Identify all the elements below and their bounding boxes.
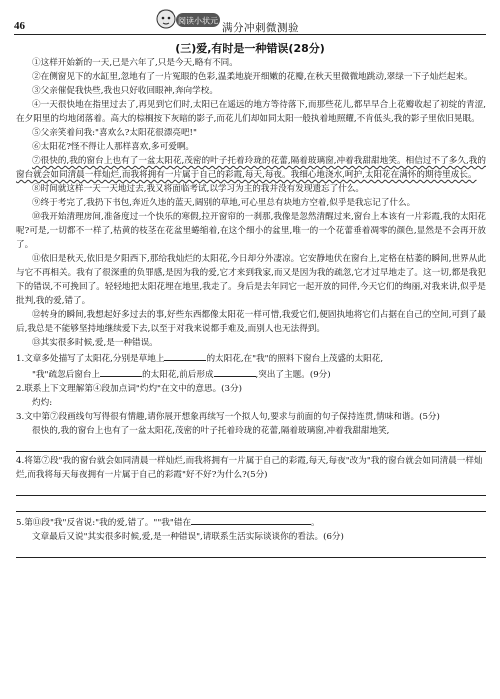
paragraph-7: ⑦很快的,我的窗台上也有了一盆太阳花,茂密的叶子托着玲珑的花蕾,隔着玻璃窗,冲着我甜甜地笑。相信过不了多久,我的窗台就会如同清晨一样灿烂,而我将拥有一片属于自己的彩霞,每天,每夜。我细心地浇水,呵护,太阳花在满怀的期待里成长。 bbox=[16, 156, 486, 180]
q1-blank-1[interactable] bbox=[164, 350, 206, 361]
q5-blank-1[interactable] bbox=[191, 514, 311, 525]
q5-answer-line-1[interactable] bbox=[16, 544, 486, 558]
mascot-logo-icon bbox=[152, 4, 222, 32]
q1-blank-3[interactable] bbox=[214, 366, 256, 377]
passage-body bbox=[16, 56, 486, 560]
q5-text-c: 文章最后又说"其实很多时候,爱,是一种错误",请联系生活实际谈谈你的看法。(6分) bbox=[32, 532, 344, 542]
logo-text: 阅读小状元 bbox=[178, 16, 218, 26]
q5-text-a: 5.第⑪段"我"反省说:"我的爱,错了。""我"错在 bbox=[16, 518, 192, 528]
q1-blank-2[interactable] bbox=[100, 366, 142, 377]
question-1-cont bbox=[16, 366, 486, 382]
paragraph-4: ④一天很快地在指里过去了,再见到它们时,太阳已在遥远的地方等待落下,而那些花儿,都早早合上花瓣收起了初绽的青涩,在夕阳里的均地闭落着。高大的棕榈按下灰暗的影子,而花儿们却如同太阳一般执着地照耀,不肯低头,我的影子里依旧晃眼。 bbox=[16, 100, 486, 124]
q3-quote: 很快的,我的窗台上也有了一盆太阳花,茂密的叶子托着玲珑的花蕾,隔着玻璃窗,冲着我甜甜地笑, bbox=[32, 426, 390, 436]
page-header bbox=[0, 0, 500, 36]
paragraph-5: ⑤父亲笑着问我:"喜欢么?太阳花很漂亮吧!" bbox=[32, 128, 197, 138]
q2-answer-row bbox=[16, 396, 486, 410]
paragraph-3: ③父亲催促我快些,我也只好收回眼神,奔向学校。 bbox=[32, 86, 218, 96]
q1-text-c: "我"疏忽后窗台上 bbox=[32, 370, 101, 380]
paragraph-11: ⑪依旧是秋天,依旧是夕阳西下,那给我灿烂的太阳花,今日却分外凄凉。它安静地伏在窗台上,定格在枯萎的瞬间,世界从此与它不再相关。我有了很深重的负罪感,是因为我的爱,它才来到我家,而又是因为我的疏忽,它才过早地走了。这一切,都是我犯下的错误,不可挽回了。轻轻地把太阳花埋在地里,我走了。身后是去年同它一起开放的同伴,今天它们的绚丽,对我来讲,似乎是批判,我的爱,错了。 bbox=[16, 254, 486, 306]
q4-answer-line-1[interactable] bbox=[16, 482, 486, 496]
series-title: 满分冲刺微测验 bbox=[222, 22, 299, 34]
question-5 bbox=[16, 514, 486, 530]
question-3: 3.文中第⑦段画线句写得很有情趣,请你展开想象再续写一个拟人句,要求与前面的句子保持连贯,情味和谐。(5分) bbox=[16, 412, 440, 422]
question-4: 4.将第⑦段"我的窗台就会如同清晨一样灿烂,而我将拥有一片属于自己的彩霞,每天,每夜"改为"我的窗台就会如同清晨一样灿烂,而我将每天每夜拥有一片属于自己的彩霞"好不好?为什么?(5分) bbox=[16, 456, 483, 480]
section-title: (三)爱,有时是一种错误(28分) bbox=[175, 42, 325, 55]
question-2: 2.联系上下文理解第④段加点词"灼灼"在文中的意思。(3分) bbox=[16, 384, 242, 394]
paragraph-2: ②在侧窗见下的水缸里,忽地有了一片冤眼的色彩,温柔地旋开细嫩的花瓣,在秋天里微微地跳动,翠绿一下子灿烂起来。 bbox=[32, 72, 473, 82]
paragraph-12: ⑫转身的瞬间,我想起好多过去的事,好些东西都像太阳花一样可惜,我爱它们,便固执地将它们占据在自己的空间,可到了最后,我总是不能够坚持地继续爱下去,以至于对我来说都手难及,而别人也无法得到。 bbox=[16, 310, 486, 334]
paragraph-6: ⑥太阳花?怪不得让人那样喜欢,多可爱啊。 bbox=[32, 142, 195, 152]
page-number: 46 bbox=[14, 20, 25, 32]
q3-answer-line-1[interactable] bbox=[16, 438, 486, 452]
paragraph-10: ⑩我开始清理房间,准备度过一个快乐的寒假,拉开窗帘的一刹那,我像是忽然清醒过来,窗台上本该有一片彩霞,我的太阳花呢?可是,一切都不一样了,枯黄的枝茎在花盆里蜷缩着,在这个细小的盆里,唯一的一个花蕾垂着凋零的颜色,显然是不会再开放了。 bbox=[16, 212, 486, 250]
q5-text-b: 。 bbox=[311, 518, 320, 528]
q4-answer-line-2[interactable] bbox=[16, 498, 486, 512]
header-rule bbox=[14, 34, 486, 35]
question-1 bbox=[16, 350, 486, 366]
q1-text-a: 1.文章多处描写了太阳花,分别是草地上 bbox=[16, 354, 165, 364]
paragraph-1: ①这样开始新的一天,已是六年了,只是今天,略有不同。 bbox=[32, 58, 238, 68]
q1-text-d: 的太阳花,前后形成 bbox=[142, 370, 214, 380]
q2-answer-label: 灼灼: bbox=[32, 398, 53, 408]
paragraph-13: ⑬其实很多时候,爱,是一种错误。 bbox=[32, 338, 158, 348]
q1-text-b: 的太阳花,在"我"的照料下窗台上茂盛的太阳花, bbox=[206, 354, 384, 364]
q1-text-e: ,突出了主题。(9分) bbox=[255, 370, 331, 380]
questions bbox=[16, 350, 486, 558]
paragraph-9: ⑨终于考完了,我扔下书包,奔近久违的蓝天,阔别的草地,可心里总有块地方空着,似乎是我忘记了什么。 bbox=[32, 198, 416, 208]
paragraph-8: ⑧时间就这样一天一天地过去,我又将面临考试,以学习为主的我并没有发现遗忘了什么。 bbox=[32, 184, 365, 194]
